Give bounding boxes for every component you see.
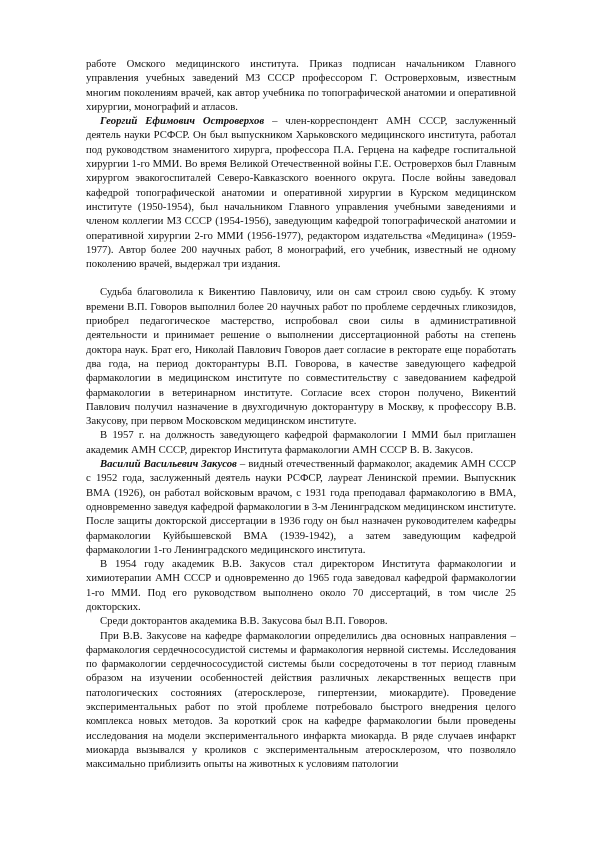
- paragraph-zakusov-text: – видный отечественный фармаколог, академик АМН СССР с 1952 года, заслуженный деятель науки РСФСР, лауреат Ленинской премии. Выпускник ВМА (1926), он работал войсковым врачом, с 1931 года преподавал фармакологию в ВМА, одновременно заведуя кафедрой фармакологии в 3-м Ленинградском медицинском институте. После защиты докторской диссертации в 1936 году он был назначен руководителем кафедры фармакологии Куйбышевской ВМА (1939-1942), а затем заведующим кафедрой фармакологии 1-го Ленинградского медицинского института.: [86, 458, 517, 556]
- paragraph-ostroverkhov-text: – член-корреспондент АМН СССР, заслуженный деятель науки РСФСР. Он был выпускником Харьковского медицинского института, работал под руководством знаменитого хирурга, профессора П.А. Герцена на кафедре госпитальной хирургии 1-го ММИ. Во время Великой Отечественной войны Г.Е. Островерхов был Главным хирургом эвакогоспиталей Северо-Кавказского военного округа. После войны заведовал кафедрой топографической анатомии и оперативной хирургии в Курском медицинском институте (1950-1954), был начальником Главного управления учебными заведениями и членом коллегии МЗ СССР (1954-1956), заведующим кафедрой топографической анатомии и оперативной хирургии 2-го ММИ (1956-1977), редактором издательства «Медицина» (1959-1977). Автор более 200 научных работ, 8 монографий, его учебник, известный не одному поколению врачей, выдержал три издания.: [86, 115, 517, 271]
- document-body: [86, 57, 516, 772]
- paragraph-6: В 1954 году академик В.В. Закусов стал директором Института фармакологии и химиотерапии АМН СССР и одновременно до 1965 года заведовал кафедрой фармакологии 1-го ММИ. Под его руководством выполнено около 70 диссертаций, в том числе 25 докторских.: [86, 558, 516, 613]
- paragraph-ostroverkhov: [86, 114, 516, 271]
- person-name-zakusov: Василий Васильевич Закусов: [100, 458, 237, 471]
- paragraph-4: В 1957 г. на должность заведующего кафедрой фармакологии I ММИ был приглашен академик АМН СССР, директор Института фармакологии АМН СССР В. В. Закусов.: [86, 429, 516, 456]
- paragraph-1: работе Омского медицинского института. Приказ подписан начальником Главного управления учебных заведений МЗ СССР профессором Г. Островерховым, известным многим поколениям врачей, как автор учебника по топографической анатомии и оперативной хирургии, монографий и атласов.: [86, 58, 516, 113]
- paragraph-gap: [86, 271, 516, 285]
- paragraph-7: Среди докторантов академика В.В. Закусова был В.П. Говоров.: [100, 615, 388, 628]
- paragraph-zakusov: [86, 457, 516, 557]
- paragraph-8: При В.В. Закусове на кафедре фармакологии определились два основных направления – фармакология сердечнососудистой системы и фармакология нервной системы. Исследования по фармакологии сердечнососудистой системы были сосредоточены в тот период главным образом на изучении особенностей действия различных лекарственных веществ при патологических состояниях (атеросклерозе, гипертензии, миокардите). Проведение экспериментальных работ по этой проблеме потребовало быстрого внедрения целого комплекса новых методов. За короткий срок на кафедре фармакологии были проведены исследования на модели экспериментального инфаркта миокарда. В ряде случаев инфаркт миокарда вызывался у кроликов с экспериментальным атеросклерозом, что позволяло максимально приблизить опыты на животных к условиям патологии: [86, 629, 516, 771]
- paragraph-3: Судьба благоволила к Викентию Павловичу, или он сам строил свою судьбу. К этому времени В.П. Говоров выполнил более 20 научных работ по проблеме сердечных гликозидов, приобрел педагогическое мастерство, испробовал свои силы в административной деятельности и принимает решение о выполнении диссертационной работы на степень доктора наук. Брат его, Николай Павлович Говоров дает согласие в ректорате еще поработать два года, на период докторантуры В.П. Говорова, в качестве заведующего кафедрой фармакологии в медицинском институте по совместительству с заведованием кафедрой фармакологии в ветеринарном институте. Согласие всех сторон получено, Викентий Павлович получил назначение в двухгодичную докторантуру в Москву, к профессору В.В. Закусову, при первом Московском медицинском институте.: [86, 286, 516, 428]
- person-name-ostroverkhov: Георгий Ефимович Островерхов: [100, 115, 265, 128]
